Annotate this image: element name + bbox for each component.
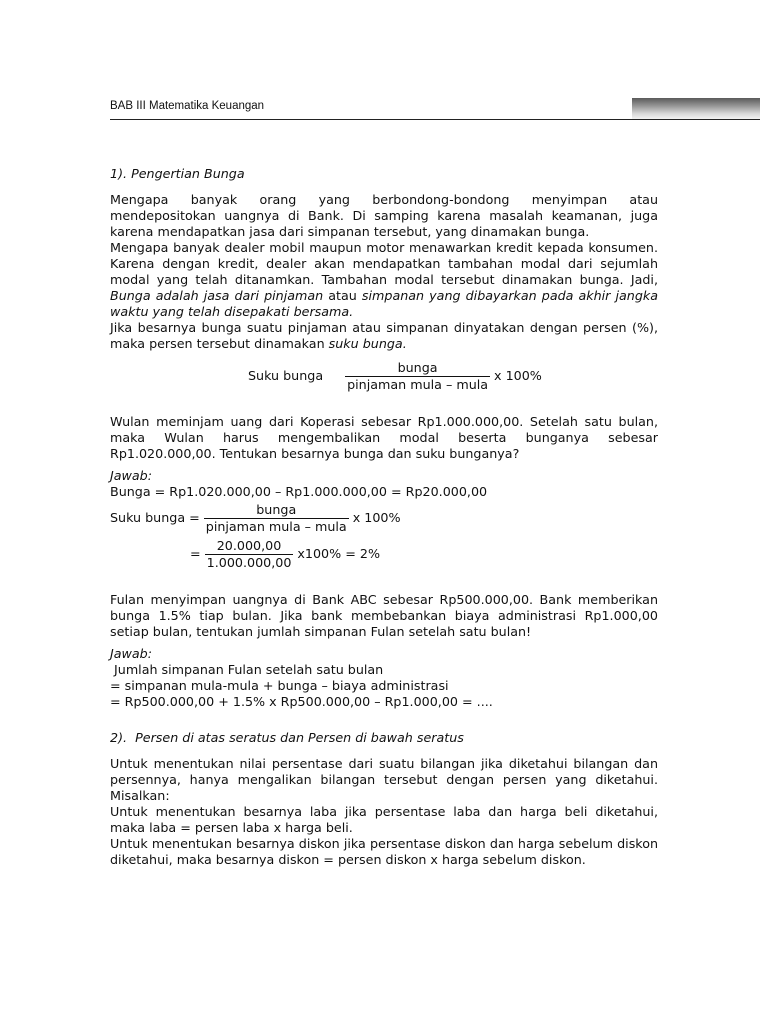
italic-text: suku bunga. — [328, 336, 407, 351]
fraction-numerator: bunga — [397, 359, 438, 375]
header-gradient-bar — [632, 98, 760, 119]
formula-label: Suku bunga = — [110, 510, 200, 525]
suku-bunga-result — [110, 536, 658, 572]
suku-bunga-calculation — [110, 500, 658, 536]
formula-suffix: x 100% — [352, 510, 401, 525]
suku-bunga-formula — [110, 358, 658, 394]
formula-label: Suku bunga — [248, 368, 324, 383]
page-header — [110, 98, 760, 122]
paragraph — [110, 240, 658, 320]
formula-suffix: x100% = 2% — [297, 546, 380, 561]
formula-fraction — [345, 360, 490, 393]
text-run: Mengapa banyak dealer mobil maupun motor menawarkan kredit kepada konsumen. Karena dengan kredit, dealer akan mendapatkan tambahan modal dari sejumlah modal yang telah ditanamkan. Tambahan modal tersebut dinamakan bunga. Jadi, — [110, 240, 658, 287]
fraction-denominator: 1.000.000,00 — [206, 554, 292, 570]
example-question: Wulan meminjam uang dari Koperasi sebesar Rp1.000.000,00. Setelah satu bulan, maka Wulan harus mengembalikan modal beserta bunganya sebesar Rp1.020.000,00. Tentukan besarnya bunga dan suku bunganya? — [110, 414, 658, 461]
fraction-numerator: 20.000,00 — [216, 537, 282, 553]
answer-line: Bunga = Rp1.020.000,00 – Rp1.000.000,00 = Rp20.000,00 — [110, 484, 488, 499]
italic-text: simpanan yang dibayarkan pada akhir jangka waktu yang telah disepakati bersama. — [110, 288, 658, 319]
paragraph: Mengapa banyak orang yang berbondong-bondong menyimpan atau mendepositokan uangnya di Bank. Di samping karena masalah keamanan, juga karena mendapatkan jasa dari simpanan tersebut, yang dinamakan bunga. — [110, 192, 658, 239]
fraction-numerator: bunga — [256, 501, 297, 517]
section-heading-bunga: 1). Pengertian Bunga — [110, 166, 245, 181]
answer-line: = simpanan mula-mula + bunga – biaya administrasi — [110, 678, 449, 693]
answer-line: Jumlah simpanan Fulan setelah satu bulan — [110, 662, 384, 677]
text-run: atau — [323, 288, 362, 303]
answer-label: Jawab: — [110, 468, 152, 483]
paragraph: Untuk menentukan besarnya diskon jika persentase diskon dan harga sebelum diskon diketahui, maka besarnya diskon = persen diskon x harga sebelum diskon. — [110, 836, 658, 867]
answer-line: = Rp500.000,00 + 1.5% x Rp500.000,00 – Rp1.000,00 = .... — [110, 694, 493, 709]
fraction-denominator: pinjaman mula – mula — [205, 518, 347, 534]
formula-suffix: x 100% — [494, 368, 542, 383]
formula-fraction — [205, 538, 294, 571]
fraction-denominator: pinjaman mula – mula — [347, 376, 489, 392]
example-question: Fulan menyimpan uangnya di Bank ABC sebesar Rp500.000,00. Bank memberikan bunga 1.5% tiap bulan. Jika bank membebankan biaya administrasi Rp1.000,00 setiap bulan, tentukan jumlah simpanan Fulan setelah satu bulan! — [110, 592, 658, 639]
chapter-title: BAB III Matematika Keuangan — [110, 100, 265, 112]
formula-fraction — [204, 502, 349, 535]
equals-sign: = — [190, 546, 201, 561]
paragraph: Untuk menentukan besarnya laba jika persentase laba dan harga beli diketahui, maka laba = persen laba x harga beli. — [110, 804, 658, 835]
italic-text: Bunga adalah jasa dari pinjaman — [110, 288, 324, 303]
paragraph: Untuk menentukan nilai persentase dari suatu bilangan jika diketahui bilangan dan persennya, hanya mengalikan bilangan tersebut dengan persen yang diketahui. Misalkan: — [110, 756, 658, 803]
header-rule — [110, 119, 760, 120]
text-run: Jika besarnya bunga suatu pinjaman atau simpanan dinyatakan dengan persen (%), maka persen tersebut dinamakan — [110, 320, 658, 351]
document-body — [110, 166, 658, 868]
answer-label: Jawab: — [110, 646, 152, 661]
section-heading-persen: 2). Persen di atas seratus dan Persen di bawah seratus — [110, 730, 464, 745]
paragraph — [110, 320, 658, 352]
